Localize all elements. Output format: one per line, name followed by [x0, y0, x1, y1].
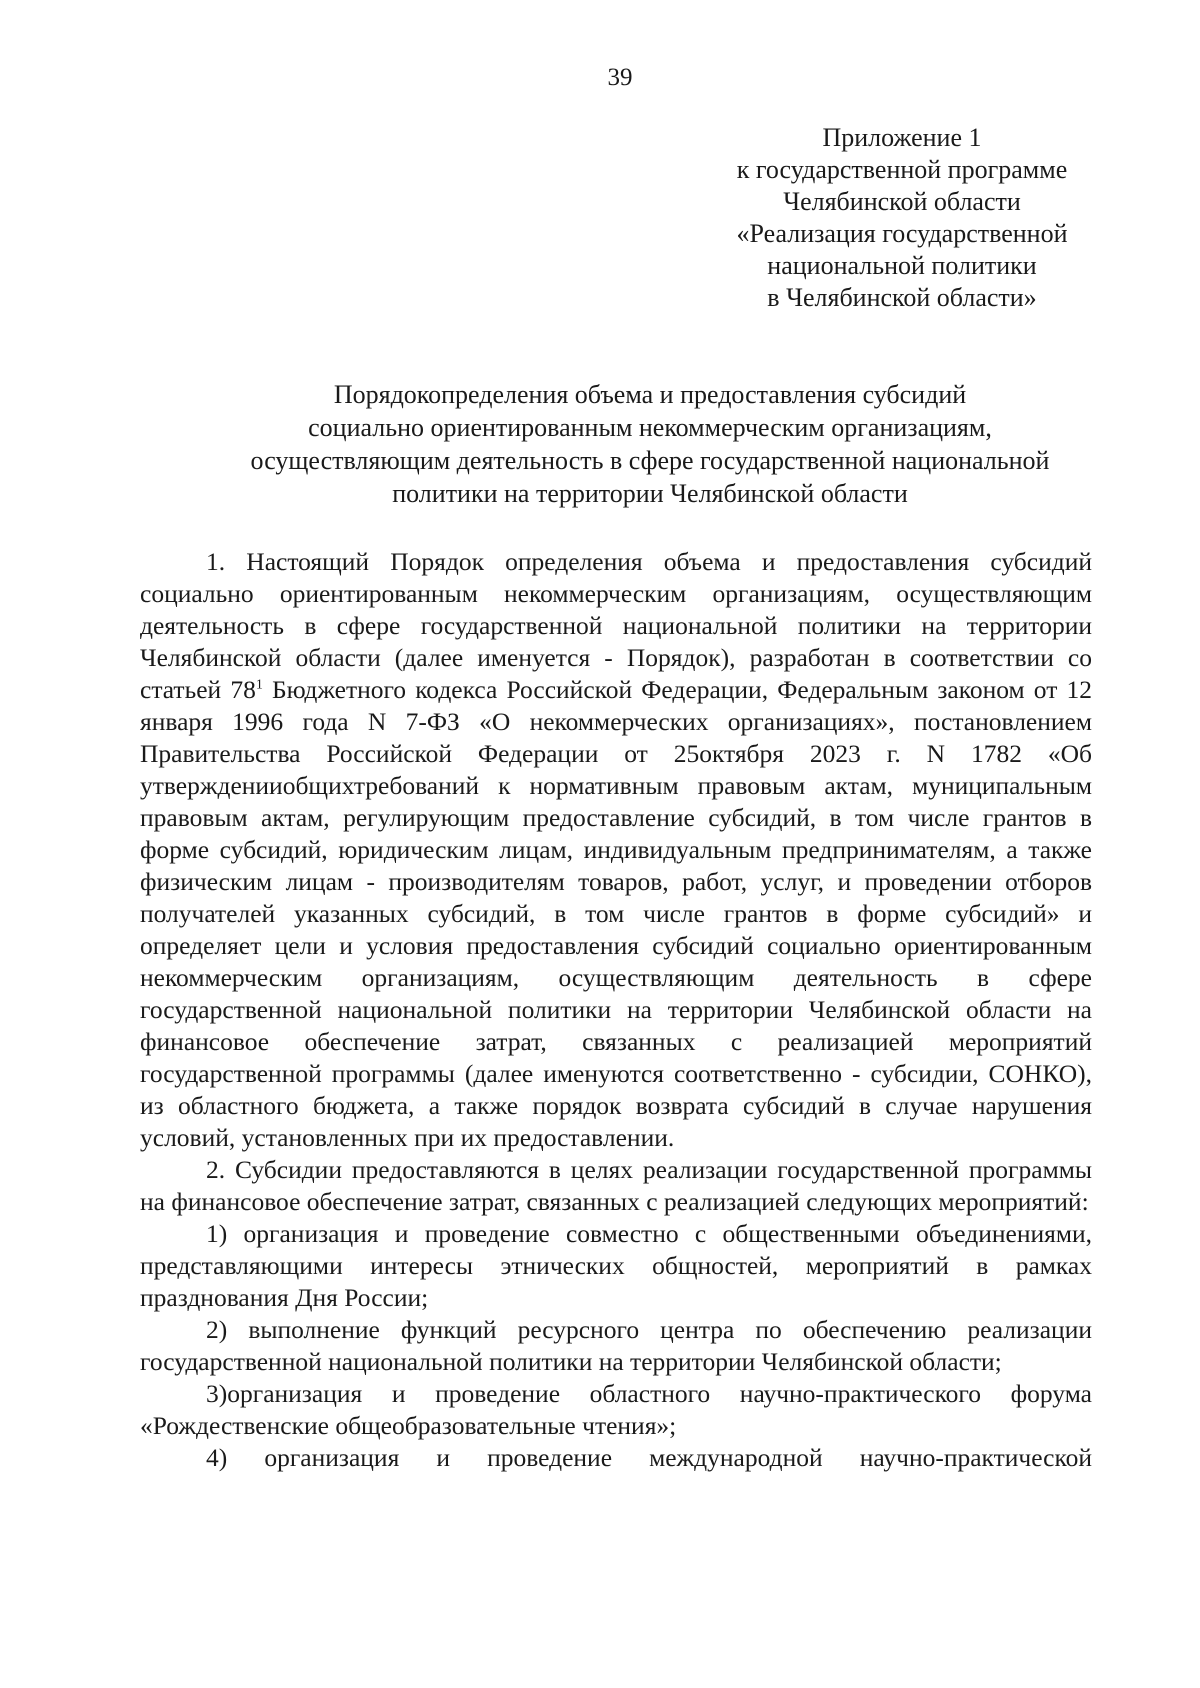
appendix-line: «Реализация государственной — [736, 219, 1068, 248]
paragraph-1-text-b: Бюджетного кодекса Российской Федерации, Федеральным законом от 12 января 1996 года N 7-ФЗ «О некоммерческих организациях», постановлением Правительства Российской Федерации от 25октября 2023 г. N 1782 «Об утвержденииобщихтребований к нормативным правовым актам, муниципальным правовым актам, регулирующим предоставление субсидий, в том числе грантов в форме субсидий, юридическим лицам, индивидуальным предпринимателям, а также физическим лицам - производителям товаров, работ, услуг, и проведении отборов получателей указанных субсидий, в том числе грантов в форме субсидий» и определяет цели и условия предоставления субсидий социально ориентированным некоммерческим организациям, осуществляющим деятельность в сфере государственной национальной политики на территории Челябинской области на финансовое обеспечение затрат, связанных с реализацией мероприятий государственной программы (далее именуются соответственно - субсидии, СОНКО), из областного бюджета, а также порядок возврата субсидий в случае нарушения условий, установленных при их предоставлении. — [140, 675, 1092, 1152]
document-body — [140, 546, 1092, 1474]
paragraph-2: 2. Субсидии предоставляются в целях реализации государственной программы на финансовое обеспечение затрат, связанных с реализацией следующих мероприятий: — [140, 1155, 1092, 1216]
appendix-line: к государственной программе — [736, 155, 1068, 184]
appendix-line: в Челябинской области» — [767, 283, 1037, 312]
title-line: Порядокопределения объема и предоставления субсидий — [333, 380, 967, 409]
paragraph-1 — [140, 546, 1092, 1154]
title-line: осуществляющим деятельность в сфере государственной национальной — [250, 446, 1050, 475]
appendix-header — [722, 122, 1082, 314]
article-superscript: 1 — [255, 677, 263, 693]
document-title — [200, 378, 1100, 510]
title-line: социально ориентированным некоммерческим организациям, — [308, 413, 992, 442]
appendix-line: Приложение 1 — [822, 123, 982, 152]
paragraph-1-text-a: 1. Настоящий Порядок определения объема и предоставления субсидий социально ориентированным некоммерческим организациям, осуществляющим деятельность в сфере государственной национальной политики на территории Челябинской области (далее именуется - Порядок), разработан в соответствии со статьей 78 — [140, 547, 1092, 704]
list-item-4: 4) организация и проведение международной научно-практической — [206, 1443, 1092, 1472]
list-item-3: 3)организация и проведение областного научно-практического форума «Рождественские общеобразовательные чтения»; — [140, 1379, 1092, 1440]
title-line: политики на территории Челябинской области — [392, 479, 908, 508]
list-item-1: 1) организация и проведение совместно с общественными объединениями, представляющими интересы этнических общностей, мероприятий в рамках празднования Дня России; — [140, 1219, 1092, 1312]
appendix-line: Челябинской области — [783, 187, 1021, 216]
page-number: 39 — [607, 64, 633, 91]
list-item-2: 2) выполнение функций ресурсного центра по обеспечению реализации государственной национальной политики на территории Челябинской области; — [140, 1315, 1092, 1376]
appendix-line: национальной политики — [767, 251, 1037, 280]
